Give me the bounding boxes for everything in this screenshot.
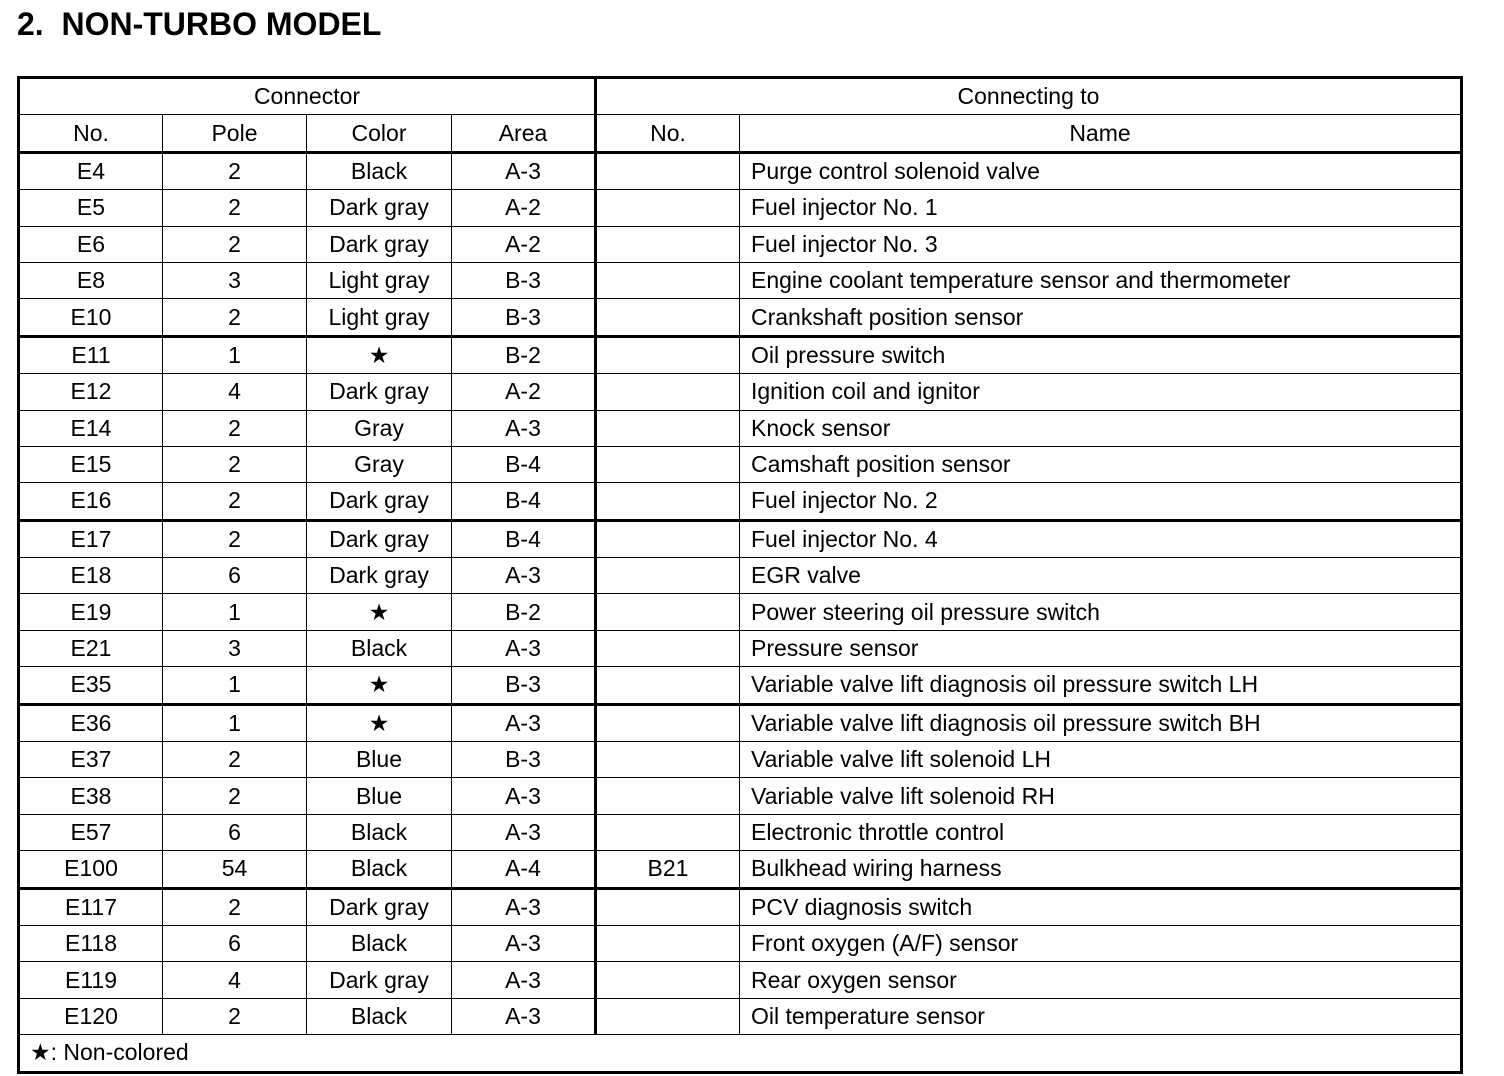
cell-name: Pressure sensor <box>740 630 1462 666</box>
cell-color: ★ <box>307 704 452 741</box>
column-header-color: Color <box>307 115 452 152</box>
cell-pole: 2 <box>163 888 307 925</box>
cell-color: ★ <box>307 336 452 373</box>
cell-area: A-3 <box>452 704 596 741</box>
cell-color: Black <box>307 630 452 666</box>
cell-no: E118 <box>19 925 163 961</box>
cell-area: A-3 <box>452 814 596 850</box>
table-row <box>19 483 1462 520</box>
cell-pole: 1 <box>163 704 307 741</box>
cell-color: Dark gray <box>307 226 452 262</box>
cell-pole: 6 <box>163 814 307 850</box>
cell-name: Variable valve lift diagnosis oil pressure switch BH <box>740 704 1462 741</box>
cell-pole: 1 <box>163 594 307 630</box>
cell-color: Light gray <box>307 299 452 336</box>
cell-connecting-no <box>596 667 740 704</box>
table-row <box>19 262 1462 298</box>
cell-color: Black <box>307 998 452 1034</box>
cell-connecting-no <box>596 483 740 520</box>
cell-connecting-no <box>596 410 740 446</box>
cell-connecting-no <box>596 778 740 814</box>
cell-name: Variable valve lift diagnosis oil pressure switch LH <box>740 667 1462 704</box>
cell-color: ★ <box>307 667 452 704</box>
cell-pole: 2 <box>163 190 307 226</box>
cell-connecting-no <box>596 962 740 998</box>
cell-pole: 2 <box>163 152 307 189</box>
cell-no: E12 <box>19 374 163 410</box>
cell-pole: 2 <box>163 299 307 336</box>
column-header-pole: Pole <box>163 115 307 152</box>
cell-area: A-2 <box>452 374 596 410</box>
table-row <box>19 226 1462 262</box>
cell-pole: 3 <box>163 262 307 298</box>
cell-name: Knock sensor <box>740 410 1462 446</box>
footnote: ★: Non-colored <box>19 1035 1462 1072</box>
table-row <box>19 742 1462 778</box>
cell-area: A-3 <box>452 410 596 446</box>
cell-no: E119 <box>19 962 163 998</box>
cell-name: Engine coolant temperature sensor and thermometer <box>740 262 1462 298</box>
table-row <box>19 190 1462 226</box>
cell-name: Fuel injector No. 2 <box>740 483 1462 520</box>
cell-connecting-no: B21 <box>596 851 740 888</box>
cell-pole: 54 <box>163 851 307 888</box>
cell-no: E16 <box>19 483 163 520</box>
connecting-to-group-header: Connecting to <box>596 78 1462 115</box>
table-row <box>19 446 1462 482</box>
cell-name: Electronic throttle control <box>740 814 1462 850</box>
cell-area: B-3 <box>452 299 596 336</box>
cell-no: E14 <box>19 410 163 446</box>
table-row <box>19 594 1462 630</box>
cell-pole: 6 <box>163 558 307 594</box>
cell-no: E57 <box>19 814 163 850</box>
cell-color: ★ <box>307 594 452 630</box>
cell-connecting-no <box>596 814 740 850</box>
cell-area: B-3 <box>452 262 596 298</box>
cell-name: Camshaft position sensor <box>740 446 1462 482</box>
cell-color: Blue <box>307 778 452 814</box>
page-title: 2. NON-TURBO MODEL <box>17 6 382 42</box>
cell-color: Dark gray <box>307 483 452 520</box>
cell-pole: 2 <box>163 742 307 778</box>
table-row <box>19 152 1462 189</box>
cell-color: Dark gray <box>307 374 452 410</box>
cell-pole: 2 <box>163 778 307 814</box>
cell-connecting-no <box>596 520 740 557</box>
cell-color: Gray <box>307 446 452 482</box>
connector-group-header: Connector <box>19 78 596 115</box>
cell-name: Crankshaft position sensor <box>740 299 1462 336</box>
cell-area: A-3 <box>452 925 596 961</box>
cell-no: E37 <box>19 742 163 778</box>
cell-no: E120 <box>19 998 163 1034</box>
cell-pole: 2 <box>163 998 307 1034</box>
cell-area: B-4 <box>452 520 596 557</box>
cell-connecting-no <box>596 299 740 336</box>
table-row <box>19 299 1462 336</box>
cell-area: A-2 <box>452 190 596 226</box>
group-header-row <box>19 78 1462 115</box>
cell-pole: 1 <box>163 336 307 373</box>
cell-area: B-4 <box>452 446 596 482</box>
table-row <box>19 667 1462 704</box>
table-row <box>19 520 1462 557</box>
cell-area: B-3 <box>452 667 596 704</box>
cell-pole: 2 <box>163 410 307 446</box>
cell-no: E19 <box>19 594 163 630</box>
column-header-no: No. <box>19 115 163 152</box>
cell-area: B-3 <box>452 742 596 778</box>
column-header-area: Area <box>452 115 596 152</box>
cell-connecting-no <box>596 630 740 666</box>
cell-pole: 2 <box>163 520 307 557</box>
cell-area: A-2 <box>452 226 596 262</box>
cell-pole: 6 <box>163 925 307 961</box>
cell-pole: 1 <box>163 667 307 704</box>
cell-color: Light gray <box>307 262 452 298</box>
cell-no: E100 <box>19 851 163 888</box>
cell-name: Oil temperature sensor <box>740 998 1462 1034</box>
cell-no: E38 <box>19 778 163 814</box>
cell-name: Variable valve lift solenoid LH <box>740 742 1462 778</box>
cell-pole: 2 <box>163 483 307 520</box>
cell-pole: 2 <box>163 226 307 262</box>
table-row <box>19 962 1462 998</box>
cell-connecting-no <box>596 704 740 741</box>
cell-area: B-2 <box>452 336 596 373</box>
cell-area: A-4 <box>452 851 596 888</box>
cell-color: Black <box>307 851 452 888</box>
cell-no: E117 <box>19 888 163 925</box>
cell-no: E35 <box>19 667 163 704</box>
cell-no: E21 <box>19 630 163 666</box>
cell-connecting-no <box>596 190 740 226</box>
cell-area: A-3 <box>452 152 596 189</box>
table-row <box>19 814 1462 850</box>
cell-no: E5 <box>19 190 163 226</box>
table-row <box>19 374 1462 410</box>
cell-no: E8 <box>19 262 163 298</box>
cell-name: Bulkhead wiring harness <box>740 851 1462 888</box>
connector-table <box>17 76 1463 1074</box>
cell-no: E11 <box>19 336 163 373</box>
cell-name: Ignition coil and ignitor <box>740 374 1462 410</box>
cell-name: Fuel injector No. 1 <box>740 190 1462 226</box>
cell-name: Front oxygen (A/F) sensor <box>740 925 1462 961</box>
cell-area: B-2 <box>452 594 596 630</box>
cell-name: Rear oxygen sensor <box>740 962 1462 998</box>
table-row <box>19 336 1462 373</box>
cell-area: A-3 <box>452 998 596 1034</box>
cell-name: Power steering oil pressure switch <box>740 594 1462 630</box>
cell-name: Purge control solenoid valve <box>740 152 1462 189</box>
cell-area: B-4 <box>452 483 596 520</box>
column-header-connecting-no: No. <box>596 115 740 152</box>
cell-connecting-no <box>596 925 740 961</box>
cell-area: A-3 <box>452 778 596 814</box>
table-row <box>19 630 1462 666</box>
table-body <box>19 152 1462 1034</box>
cell-color: Black <box>307 152 452 189</box>
cell-connecting-no <box>596 374 740 410</box>
cell-no: E4 <box>19 152 163 189</box>
cell-pole: 3 <box>163 630 307 666</box>
cell-color: Black <box>307 925 452 961</box>
cell-pole: 4 <box>163 374 307 410</box>
table-row <box>19 925 1462 961</box>
cell-connecting-no <box>596 446 740 482</box>
cell-connecting-no <box>596 742 740 778</box>
cell-connecting-no <box>596 262 740 298</box>
cell-area: A-3 <box>452 962 596 998</box>
cell-color: Dark gray <box>307 558 452 594</box>
cell-pole: 2 <box>163 446 307 482</box>
table-row <box>19 704 1462 741</box>
cell-connecting-no <box>596 226 740 262</box>
table-row <box>19 410 1462 446</box>
cell-color: Blue <box>307 742 452 778</box>
cell-color: Gray <box>307 410 452 446</box>
cell-no: E18 <box>19 558 163 594</box>
column-header-row <box>19 115 1462 152</box>
cell-name: Fuel injector No. 3 <box>740 226 1462 262</box>
cell-connecting-no <box>596 558 740 594</box>
cell-pole: 4 <box>163 962 307 998</box>
table-row <box>19 851 1462 888</box>
cell-name: Oil pressure switch <box>740 336 1462 373</box>
cell-area: A-3 <box>452 630 596 666</box>
table-row <box>19 998 1462 1034</box>
cell-color: Dark gray <box>307 520 452 557</box>
cell-no: E15 <box>19 446 163 482</box>
cell-color: Dark gray <box>307 888 452 925</box>
cell-name: Fuel injector No. 4 <box>740 520 1462 557</box>
column-header-name: Name <box>740 115 1462 152</box>
cell-name: EGR valve <box>740 558 1462 594</box>
cell-connecting-no <box>596 998 740 1034</box>
cell-connecting-no <box>596 594 740 630</box>
cell-name: Variable valve lift solenoid RH <box>740 778 1462 814</box>
table-row <box>19 888 1462 925</box>
cell-color: Black <box>307 814 452 850</box>
cell-no: E17 <box>19 520 163 557</box>
cell-color: Dark gray <box>307 962 452 998</box>
cell-area: A-3 <box>452 888 596 925</box>
cell-color: Dark gray <box>307 190 452 226</box>
footnote-row <box>19 1035 1462 1072</box>
cell-no: E10 <box>19 299 163 336</box>
cell-no: E6 <box>19 226 163 262</box>
cell-no: E36 <box>19 704 163 741</box>
cell-name: PCV diagnosis switch <box>740 888 1462 925</box>
cell-area: A-3 <box>452 558 596 594</box>
table-row <box>19 778 1462 814</box>
cell-connecting-no <box>596 336 740 373</box>
cell-connecting-no <box>596 888 740 925</box>
cell-connecting-no <box>596 152 740 189</box>
table-row <box>19 558 1462 594</box>
connector-table-wrapper <box>17 76 1463 1074</box>
